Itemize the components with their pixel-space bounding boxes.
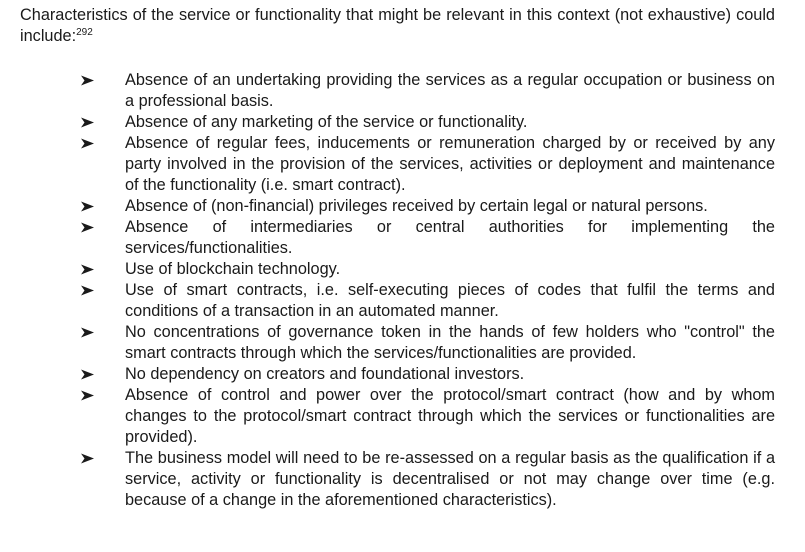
- intro-paragraph: [20, 5, 775, 47]
- arrowhead-bullet-icon: [80, 138, 95, 149]
- arrowhead-bullet-icon: [80, 201, 95, 212]
- arrowhead-bullet-icon: [80, 75, 95, 86]
- arrowhead-bullet-icon: [80, 369, 95, 380]
- list-item-text: Use of blockchain technology.: [125, 260, 341, 278]
- footnote-marker[interactable]: 292: [76, 27, 93, 38]
- list-item-text: Absence of an undertaking providing the services as a regular occupation or business on a professional basis.: [125, 71, 775, 110]
- list-item-text: Use of smart contracts, i.e. self-executing pieces of codes that fulfil the terms and conditions of a transaction in an automated manner.: [125, 281, 775, 320]
- list-item-text: No concentrations of governance token in the hands of few holders who "control" the smart contracts through which the services/functionalities are provided.: [125, 323, 775, 362]
- list-item: [80, 196, 775, 217]
- list-item-text: Absence of intermediaries or central authorities for implementing the services/functionalities.: [125, 218, 775, 257]
- list-item-text: Absence of (non-financial) privileges received by certain legal or natural persons.: [125, 197, 708, 215]
- arrowhead-bullet-icon: [80, 222, 95, 233]
- list-item: [80, 259, 775, 280]
- list-item-text: No dependency on creators and foundational investors.: [125, 365, 525, 383]
- arrowhead-bullet-icon: [80, 453, 95, 464]
- list-item: [80, 385, 775, 448]
- list-item: [80, 448, 775, 511]
- arrowhead-bullet-icon: [80, 390, 95, 401]
- list-item: [80, 70, 775, 112]
- intro-text: Characteristics of the service or functionality that might be relevant in this context (not exhaustive) could include:: [20, 6, 775, 45]
- arrowhead-bullet-icon: [80, 117, 95, 128]
- arrowhead-bullet-icon: [80, 285, 95, 296]
- list-item-text: The business model will need to be re-assessed on a regular basis as the qualification if a service, activity or functionality is decentralised or not may change over time (e.g. because of a change in the aforementioned characteristics).: [125, 449, 775, 509]
- list-item: [80, 364, 775, 385]
- list-item: [80, 133, 775, 196]
- arrowhead-bullet-icon: [80, 264, 95, 275]
- list-item-text: Absence of control and power over the protocol/smart contract (how and by whom changes to the protocol/smart contract through which the services or functionalities are provided).: [125, 386, 775, 446]
- document-page: [20, 5, 775, 509]
- list-item: [80, 112, 775, 133]
- list-item-text: Absence of regular fees, inducements or remuneration charged by or received by any party involved in the provision of the services, activities or deployment and maintenance of the functionality (i.e. smart contract).: [125, 134, 775, 194]
- list-item: [80, 322, 775, 364]
- arrowhead-bullet-icon: [80, 327, 95, 338]
- list-item-text: Absence of any marketing of the service or functionality.: [125, 113, 528, 131]
- characteristics-list: [80, 70, 775, 511]
- list-item: [80, 280, 775, 322]
- list-item: [80, 217, 775, 259]
